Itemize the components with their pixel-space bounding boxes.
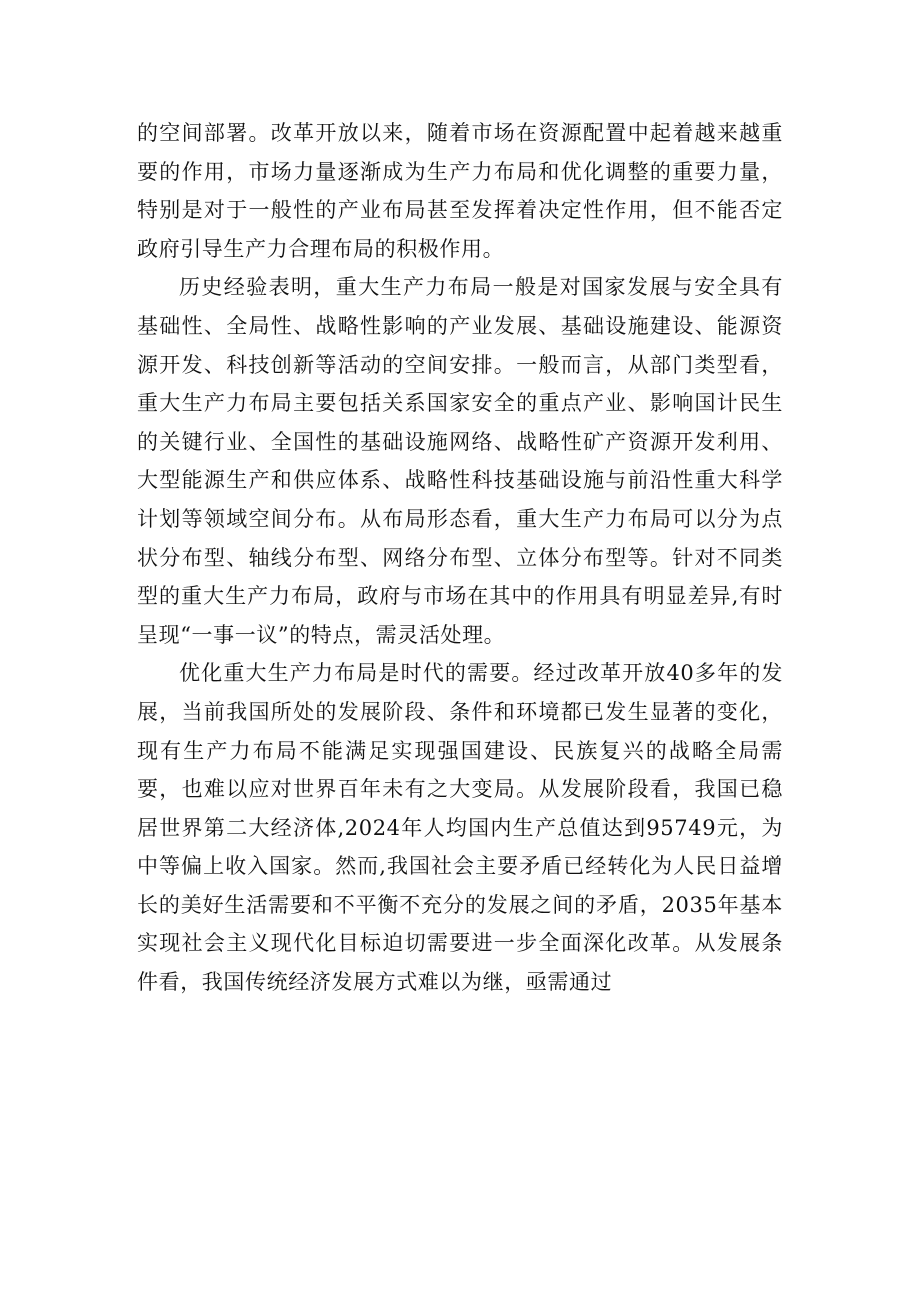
document-body (137, 114, 783, 1002)
paragraph-1: 的空间部署。改革开放以来，随着市场在资源配置中起着越来越重要的作用，市场力量逐渐成为生产力布局和优化调整的重要力量，特别是对于一般性的产业布局甚至发挥着决定性作用，但不能否定政府引导生产力合理布局的积极作用。 (137, 121, 783, 261)
paragraph-2: 历史经验表明，重大生产力布局一般是对国家发展与安全具有基础性、全局性、战略性影响的产业发展、基础设施建设、能源资源开发、科技创新等活动的空间安排。一般而言，从部门类型看，重大生产力布局主要包括关系国家安全的重点产业、影响国计民生的关键行业、全国性的基础设施网络、战略性矿产资源开发利用、大型能源生产和供应体系、战略性科技基础设施与前沿性重大科学计划等领域空间分布。从布局形态看，重大生产力布局可以分为点状分布型、轴线分布型、网络分布型、立体分布型等。针对不同类型的重大生产力布局，政府与市场在其中的作用具有明显差异,有时呈现“一事一议”的特点，需灵活处理。 (137, 275, 783, 647)
paragraph-3: 优化重大生产力布局是时代的需要。经过改革开放40多年的发展，当前我国所处的发展阶段、条件和环境都已发生显著的变化，现有生产力布局不能满足实现强国建设、民族复兴的战略全局需要，也难以应对世界百年未有之大变局。从发展阶段看，我国已稳居世界第二大经济体,2024年人均国内生产总值达到95749元，为中等偏上收入国家。然而,我国社会主要矛盾已经转化为人民日益增长的美好生活需要和不平衡不充分的发展之间的矛盾，2035年基本实现社会主义现代化目标迫切需要进一步全面深化改革。从发展条件看，我国传统经济发展方式难以为继，亟需通过 (137, 661, 783, 995)
